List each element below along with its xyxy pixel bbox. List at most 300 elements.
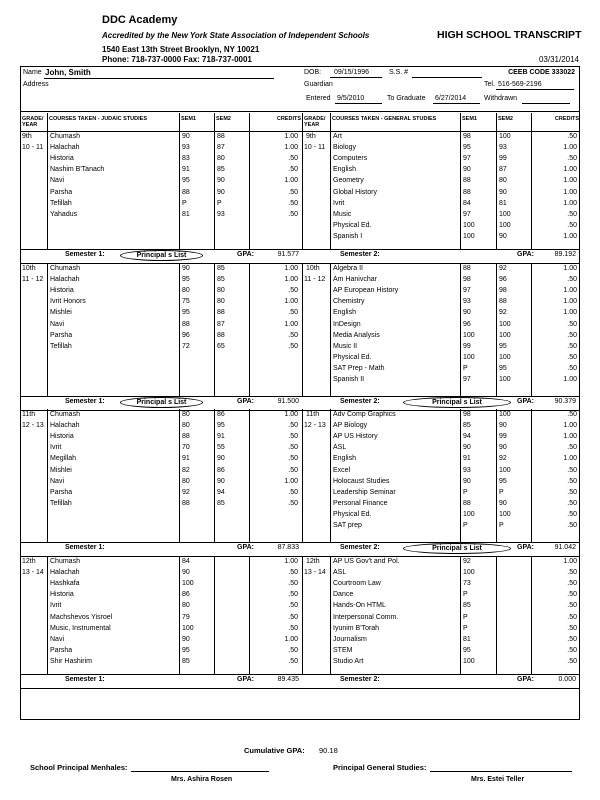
general-course-name: Music	[333, 210, 352, 218]
general-sem1-grade: P	[463, 364, 468, 372]
judaic-credits: .50	[288, 422, 298, 430]
general-credits: 1.00	[563, 558, 577, 565]
col-header-sem2-judaic: SEM2	[216, 116, 231, 122]
general-sem2-grade: 99	[499, 433, 507, 441]
general-credits: .50	[567, 221, 577, 229]
general-credits: .50	[567, 569, 577, 577]
general-course-name: Studio Art	[333, 657, 364, 665]
transcript-date: 03/31/2014	[538, 55, 579, 64]
judaic-sem1-grade: 100	[182, 580, 194, 588]
general-sem2-grade: 100	[499, 221, 511, 229]
withdrawn-underline	[522, 103, 570, 104]
general-course-name: Physical Ed.	[333, 353, 372, 361]
dob-value: 09/15/1996	[334, 69, 370, 76]
general-course-name: Holocaust Studies	[333, 477, 390, 485]
judaic-credits: .50	[288, 602, 298, 610]
column-divider-2-7	[496, 409, 497, 542]
judaic-sem1-grade: 80	[182, 287, 190, 295]
judaic-sem2-grade: 91	[217, 433, 225, 441]
grade-label-general: 12th	[306, 558, 320, 565]
guardian-label: Guardian	[304, 81, 333, 88]
column-divider-1-4	[302, 263, 303, 396]
gpa-value-sem2: 89.192	[554, 251, 576, 258]
judaic-credits: .50	[288, 624, 298, 632]
general-sem1-grade: 97	[463, 155, 471, 163]
judaic-course-name: Parsha	[50, 646, 73, 654]
column-divider-3-1	[179, 556, 180, 674]
semester2-label: Semester 2:	[340, 676, 380, 683]
general-credits: .50	[567, 624, 577, 632]
judaic-course-name: Navi	[50, 635, 65, 643]
graduate-label: To Graduate	[387, 95, 426, 102]
judaic-course-name: Music, Instrumental	[50, 624, 111, 632]
principal-menhales-signature-line	[131, 771, 269, 772]
general-sem1-grade: 85	[463, 602, 471, 610]
dob-underline	[330, 77, 382, 78]
general-credits: .50	[567, 210, 577, 218]
judaic-course-name: Historia	[50, 287, 74, 295]
judaic-course-name: Halachah	[50, 569, 80, 577]
general-sem1-grade: 100	[463, 510, 475, 518]
judaic-sem1-grade: 84	[182, 558, 190, 565]
grade-label-judaic: 9th	[22, 133, 32, 140]
grade-label-general: 11th	[306, 411, 320, 418]
general-sem2-grade: 90	[499, 422, 507, 430]
principal-general-signature-line	[430, 771, 572, 772]
general-sem2-grade: P	[499, 488, 504, 496]
judaic-course-name: Machshevos Yisroel	[50, 613, 113, 621]
column-divider-0-4	[302, 113, 303, 249]
general-course-name: Hands-On HTML	[333, 602, 386, 610]
general-sem1-grade: 100	[463, 353, 475, 361]
general-sem1-grade: 93	[463, 466, 471, 474]
judaic-sem1-grade: 83	[182, 155, 190, 163]
judaic-course-name: Historia	[50, 155, 74, 163]
general-sem2-grade: 100	[499, 320, 511, 328]
judaic-sem1-grade: P	[182, 199, 187, 207]
general-credits: .50	[567, 522, 577, 529]
semester-row-top-2	[20, 542, 580, 543]
judaic-course-name: Hashkafa	[50, 580, 80, 588]
general-sem1-grade: 93	[463, 298, 471, 306]
col-header-sem2-general: SEM2	[498, 116, 513, 122]
year-label-general: 10 - 11	[304, 144, 326, 152]
judaic-sem1-grade: 85	[182, 657, 190, 665]
general-sem2-grade: 100	[499, 376, 511, 383]
judaic-course-name: Parsha	[50, 488, 73, 496]
general-course-name: Dance	[333, 591, 354, 599]
judaic-course-name: Tefillah	[50, 342, 72, 350]
judaic-course-name: Historia	[50, 433, 74, 441]
judaic-course-name: Mishlei	[50, 466, 72, 474]
judaic-credits: .50	[288, 646, 298, 654]
gpa-label-sem1: GPA:	[237, 544, 254, 551]
entered-underline	[335, 103, 382, 104]
grade-label-judaic: 12th	[22, 558, 36, 565]
judaic-sem2-grade: 87	[217, 320, 225, 328]
judaic-sem1-grade: 80	[182, 477, 190, 485]
general-sem1-grade: P	[463, 591, 468, 599]
general-sem1-grade: 97	[463, 210, 471, 218]
judaic-sem1-grade: 79	[182, 613, 190, 621]
semester-row-top-1	[20, 396, 580, 397]
gpa-label-sem2: GPA:	[517, 544, 534, 551]
column-divider-0-7	[496, 113, 497, 249]
judaic-credits: .50	[288, 444, 298, 452]
general-course-name: Iyunim B'Torah	[333, 624, 380, 632]
general-credits: 1.00	[563, 177, 577, 185]
general-course-name: SAT prep	[333, 522, 362, 529]
judaic-sem1-grade: 80	[182, 602, 190, 610]
general-sem2-grade: 100	[499, 353, 511, 361]
gpa-label-sem1: GPA:	[237, 398, 254, 405]
general-sem1-grade: 100	[463, 232, 475, 240]
school-address: 1540 East 13th Street Brooklyn, NY 10021	[102, 45, 260, 54]
judaic-sem1-grade: 82	[182, 466, 190, 474]
general-credits: .50	[567, 133, 577, 140]
judaic-credits: .50	[288, 591, 298, 599]
judaic-sem1-grade: 96	[182, 331, 190, 339]
col-header-credits-judaic: CREDITS	[276, 116, 301, 122]
gpa-value-sem1: 87.833	[277, 544, 299, 551]
general-sem2-grade: 95	[499, 342, 507, 350]
judaic-sem2-grade: 90	[217, 477, 225, 485]
general-credits: .50	[567, 646, 577, 654]
semester1-label: Semester 1:	[65, 251, 105, 258]
general-credits: .50	[567, 477, 577, 485]
column-divider-2-2	[214, 409, 215, 542]
judaic-sem2-grade: 86	[217, 466, 225, 474]
judaic-credits: 1.00	[284, 133, 298, 140]
general-sem2-grade: 100	[499, 331, 511, 339]
general-sem2-grade: 90	[499, 188, 507, 196]
judaic-credits: .50	[288, 613, 298, 621]
judaic-credits: .50	[288, 466, 298, 474]
judaic-credits: .50	[288, 433, 298, 441]
judaic-credits: 1.00	[284, 276, 298, 284]
school-name: DDC Academy	[102, 14, 178, 26]
col-header-credits-general: CREDITS	[554, 116, 579, 122]
general-sem2-grade: 100	[499, 133, 511, 140]
judaic-course-name: Megillah	[50, 455, 77, 463]
judaic-sem2-grade: 85	[217, 499, 225, 507]
column-divider-1-5	[330, 263, 331, 396]
general-course-name: SAT Prep - Math	[333, 364, 385, 372]
judaic-sem1-grade: 95	[182, 276, 190, 284]
general-course-name: Personal Finance	[333, 499, 388, 507]
judaic-sem1-grade: 95	[182, 646, 190, 654]
info-divider	[20, 111, 580, 112]
general-credits: .50	[567, 276, 577, 284]
semester1-label: Semester 1:	[65, 544, 105, 551]
judaic-course-name: Navi	[50, 477, 65, 485]
general-credits: .50	[567, 602, 577, 610]
general-credits: .50	[567, 364, 577, 372]
accreditation-line: Accredited by the New York State Association of Independent Schools	[102, 31, 370, 40]
general-sem2-grade: 100	[499, 210, 511, 218]
semester1-label: Semester 1:	[65, 676, 105, 683]
judaic-sem1-grade: 88	[182, 499, 190, 507]
judaic-sem2-grade: 55	[217, 444, 225, 452]
graduate-underline	[433, 103, 480, 104]
general-credits: 1.00	[563, 433, 577, 441]
general-course-name: Spanish I	[333, 232, 363, 240]
general-sem2-grade: 99	[499, 155, 507, 163]
general-course-name: Am Hanivchar	[333, 276, 377, 284]
column-divider-0-1	[179, 113, 180, 249]
judaic-sem2-grade: 95	[217, 422, 225, 430]
general-credits: .50	[567, 444, 577, 452]
general-course-name: ASL	[333, 444, 347, 452]
principal-menhales-name: Mrs. Ashira Rosen	[171, 776, 233, 783]
semester2-label: Semester 2:	[340, 398, 380, 405]
judaic-sem1-grade: 91	[182, 455, 190, 463]
judaic-sem2-grade: 80	[217, 287, 225, 295]
principal-general-label: Principal General Studies:	[333, 763, 427, 772]
general-course-name: AP US History	[333, 433, 378, 441]
general-sem1-grade: P	[463, 613, 468, 621]
judaic-course-name: Ivrit	[50, 444, 62, 452]
general-credits: 1.00	[563, 199, 577, 207]
gpa-value-sem1: 89.435	[277, 676, 299, 683]
judaic-course-name: Tefillah	[50, 499, 72, 507]
year-label-general: 11 - 12	[304, 276, 326, 284]
judaic-sem1-grade: 80	[182, 411, 190, 418]
judaic-sem1-grade: 90	[182, 635, 190, 643]
column-divider-2-1	[179, 409, 180, 542]
entered-label: Entered	[306, 95, 331, 102]
judaic-credits: .50	[288, 455, 298, 463]
year-label-general: 12 - 13	[304, 422, 326, 430]
grade-label-general: 10th	[306, 265, 320, 272]
general-course-name: Geometry	[333, 177, 364, 185]
graduate-value: 6/27/2014	[435, 95, 467, 102]
general-credits: .50	[567, 510, 577, 518]
general-course-name: Excel	[333, 466, 351, 474]
col-header-general-courses: COURSES TAKEN - GENERAL STUDIES	[332, 116, 437, 122]
column-divider-0-5	[330, 113, 331, 249]
general-sem1-grade: 99	[463, 342, 471, 350]
tel-value: 516-569-2196	[498, 81, 542, 88]
judaic-credits: .50	[288, 331, 298, 339]
general-credits: .50	[567, 320, 577, 328]
judaic-sem2-grade: 85	[217, 276, 225, 284]
general-credits: 1.00	[563, 287, 577, 295]
general-sem1-grade: 90	[463, 444, 471, 452]
general-sem1-grade: 97	[463, 376, 471, 383]
judaic-credits: .50	[288, 155, 298, 163]
general-credits: .50	[567, 635, 577, 643]
judaic-course-name: Halachah	[50, 422, 80, 430]
judaic-credits: .50	[288, 488, 298, 496]
judaic-sem1-grade: 86	[182, 591, 190, 599]
general-credits: .50	[567, 331, 577, 339]
judaic-course-name: Navi	[50, 177, 65, 185]
cumulative-gpa-label: Cumulative GPA:	[244, 746, 305, 755]
general-sem1-grade: 88	[463, 177, 471, 185]
general-sem2-grade: 93	[499, 144, 507, 152]
judaic-credits: .50	[288, 580, 298, 588]
general-credits: .50	[567, 155, 577, 163]
general-course-name: Adv Comp Graphics	[333, 411, 396, 418]
general-sem1-grade: 88	[463, 188, 471, 196]
judaic-sem2-grade: 88	[217, 133, 225, 140]
judaic-sem2-grade: 85	[217, 166, 225, 174]
gpa-label-sem1: GPA:	[237, 676, 254, 683]
column-divider-3-2	[214, 556, 215, 674]
judaic-sem2-grade: 86	[217, 411, 225, 418]
judaic-course-name: Nashim B'Tanach	[50, 166, 105, 174]
semester2-label: Semester 2:	[340, 251, 380, 258]
grade-label-general: 9th	[306, 133, 316, 140]
ss-underline	[412, 77, 482, 78]
general-sem1-grade: 90	[463, 166, 471, 174]
year-label-judaic: 12 - 13	[22, 422, 44, 430]
general-course-name: Computers	[333, 155, 368, 163]
general-sem2-grade: 87	[499, 166, 507, 174]
judaic-sem2-grade: 93	[217, 210, 225, 218]
column-divider-1-7	[496, 263, 497, 396]
general-sem1-grade: 81	[463, 635, 471, 643]
judaic-credits: 1.00	[284, 177, 298, 185]
general-sem2-grade: P	[499, 522, 504, 529]
judaic-credits: .50	[288, 188, 298, 196]
column-divider-2-5	[330, 409, 331, 542]
general-credits: .50	[567, 591, 577, 599]
general-course-name: Physical Ed.	[333, 221, 372, 229]
judaic-course-name: Chumash	[50, 133, 80, 140]
judaic-course-name: Shir Hashirim	[50, 657, 93, 665]
transcript-title: HIGH SCHOOL TRANSCRIPT	[437, 29, 582, 41]
judaic-course-name: Chumash	[50, 265, 80, 272]
general-sem2-grade: 100	[499, 466, 511, 474]
general-sem1-grade: 73	[463, 580, 471, 588]
general-credits: 1.00	[563, 455, 577, 463]
judaic-credits: .50	[288, 657, 298, 665]
judaic-sem1-grade: 92	[182, 488, 190, 496]
judaic-credits: 1.00	[284, 558, 298, 565]
gpa-label-sem1: GPA:	[237, 251, 254, 258]
semester-row-bottom-3	[20, 688, 580, 689]
judaic-sem1-grade: 91	[182, 166, 190, 174]
grade-label-judaic: 10th	[22, 265, 36, 272]
general-credits: .50	[567, 580, 577, 588]
general-credits: .50	[567, 499, 577, 507]
judaic-sem2-grade: 90	[217, 455, 225, 463]
general-sem1-grade: 98	[463, 276, 471, 284]
name-underline	[44, 78, 274, 79]
judaic-course-name: Parsha	[50, 188, 73, 196]
general-course-name: Media Analysis	[333, 331, 380, 339]
judaic-sem1-grade: 88	[182, 320, 190, 328]
general-sem1-grade: 95	[463, 646, 471, 654]
judaic-sem2-grade: 85	[217, 265, 225, 272]
general-sem1-grade: 85	[463, 422, 471, 430]
general-sem2-grade: 90	[499, 499, 507, 507]
general-sem1-grade: P	[463, 488, 468, 496]
general-credits: .50	[567, 466, 577, 474]
general-credits: 1.00	[563, 298, 577, 306]
judaic-sem2-grade: 88	[217, 331, 225, 339]
judaic-course-name: Parsha	[50, 331, 73, 339]
principals-list-badge-sem2: Principal s List	[403, 397, 511, 408]
general-sem2-grade: 95	[499, 477, 507, 485]
judaic-sem1-grade: 90	[182, 569, 190, 577]
general-sem1-grade: 100	[463, 331, 475, 339]
general-course-name: Algebra II	[333, 265, 363, 272]
judaic-course-name: Halachah	[50, 276, 80, 284]
judaic-sem2-grade: 87	[217, 144, 225, 152]
general-credits: 1.00	[563, 232, 577, 240]
general-sem1-grade: 91	[463, 455, 471, 463]
general-sem1-grade: 88	[463, 265, 471, 272]
judaic-sem2-grade: 90	[217, 177, 225, 185]
general-course-name: Art	[333, 133, 342, 140]
column-divider-1-1	[179, 263, 180, 396]
general-course-name: English	[333, 455, 356, 463]
general-sem2-grade: 96	[499, 276, 507, 284]
general-course-name: Physical Ed.	[333, 510, 372, 518]
general-credits: 1.00	[563, 265, 577, 272]
general-sem1-grade: 84	[463, 199, 471, 207]
general-course-name: AP European History	[333, 287, 399, 295]
general-sem2-grade: 90	[499, 232, 507, 240]
principals-list-badge-sem2: Principal s List	[403, 543, 511, 554]
general-course-name: Ivrit	[333, 199, 345, 207]
general-sem2-grade: 88	[499, 298, 507, 306]
general-sem2-grade: 90	[499, 444, 507, 452]
general-course-name: Music II	[333, 342, 358, 350]
year-label-judaic: 10 - 11	[22, 144, 44, 152]
general-course-name: Global History	[333, 188, 377, 196]
general-sem2-grade: 92	[499, 265, 507, 272]
judaic-course-name: Mishlei	[50, 309, 72, 317]
column-divider-0-0	[47, 113, 48, 249]
col-header-sem1-judaic: SEM1	[181, 116, 196, 122]
judaic-sem1-grade: 93	[182, 144, 190, 152]
judaic-course-name: Chumash	[50, 411, 80, 418]
general-sem1-grade: 94	[463, 433, 471, 441]
judaic-credits: .50	[288, 287, 298, 295]
principals-list-badge-sem1: Principal s List	[120, 397, 203, 408]
col-header-judaic-courses: COURSES TAKEN - JUDAIC STUDIES	[49, 116, 147, 122]
year-label-judaic: 13 - 14	[22, 569, 44, 577]
column-divider-1-2	[214, 263, 215, 396]
judaic-course-name: Historia	[50, 591, 74, 599]
general-credits: .50	[567, 411, 577, 418]
tel-underline	[496, 89, 574, 90]
general-credits: .50	[567, 657, 577, 665]
ss-label: S.S. #	[389, 69, 409, 76]
entered-value: 9/5/2010	[337, 95, 365, 102]
general-sem2-grade: 92	[499, 309, 507, 317]
judaic-sem1-grade: 75	[182, 298, 190, 306]
judaic-sem2-grade: P	[217, 199, 222, 207]
semester1-label: Semester 1:	[65, 398, 105, 405]
judaic-credits: 1.00	[284, 320, 298, 328]
withdrawn-label: Withdrawn	[484, 95, 518, 102]
judaic-credits: .50	[288, 309, 298, 317]
general-credits: 1.00	[563, 422, 577, 430]
judaic-credits: 1.00	[284, 635, 298, 643]
general-course-name: Chemistry	[333, 298, 365, 306]
general-sem2-grade: 100	[499, 510, 511, 518]
general-sem1-grade: 95	[463, 144, 471, 152]
judaic-sem1-grade: 70	[182, 444, 190, 452]
gpa-value-sem1: 91.500	[277, 398, 299, 405]
dob-label: DOB:	[304, 69, 322, 76]
general-credits: .50	[567, 613, 577, 621]
